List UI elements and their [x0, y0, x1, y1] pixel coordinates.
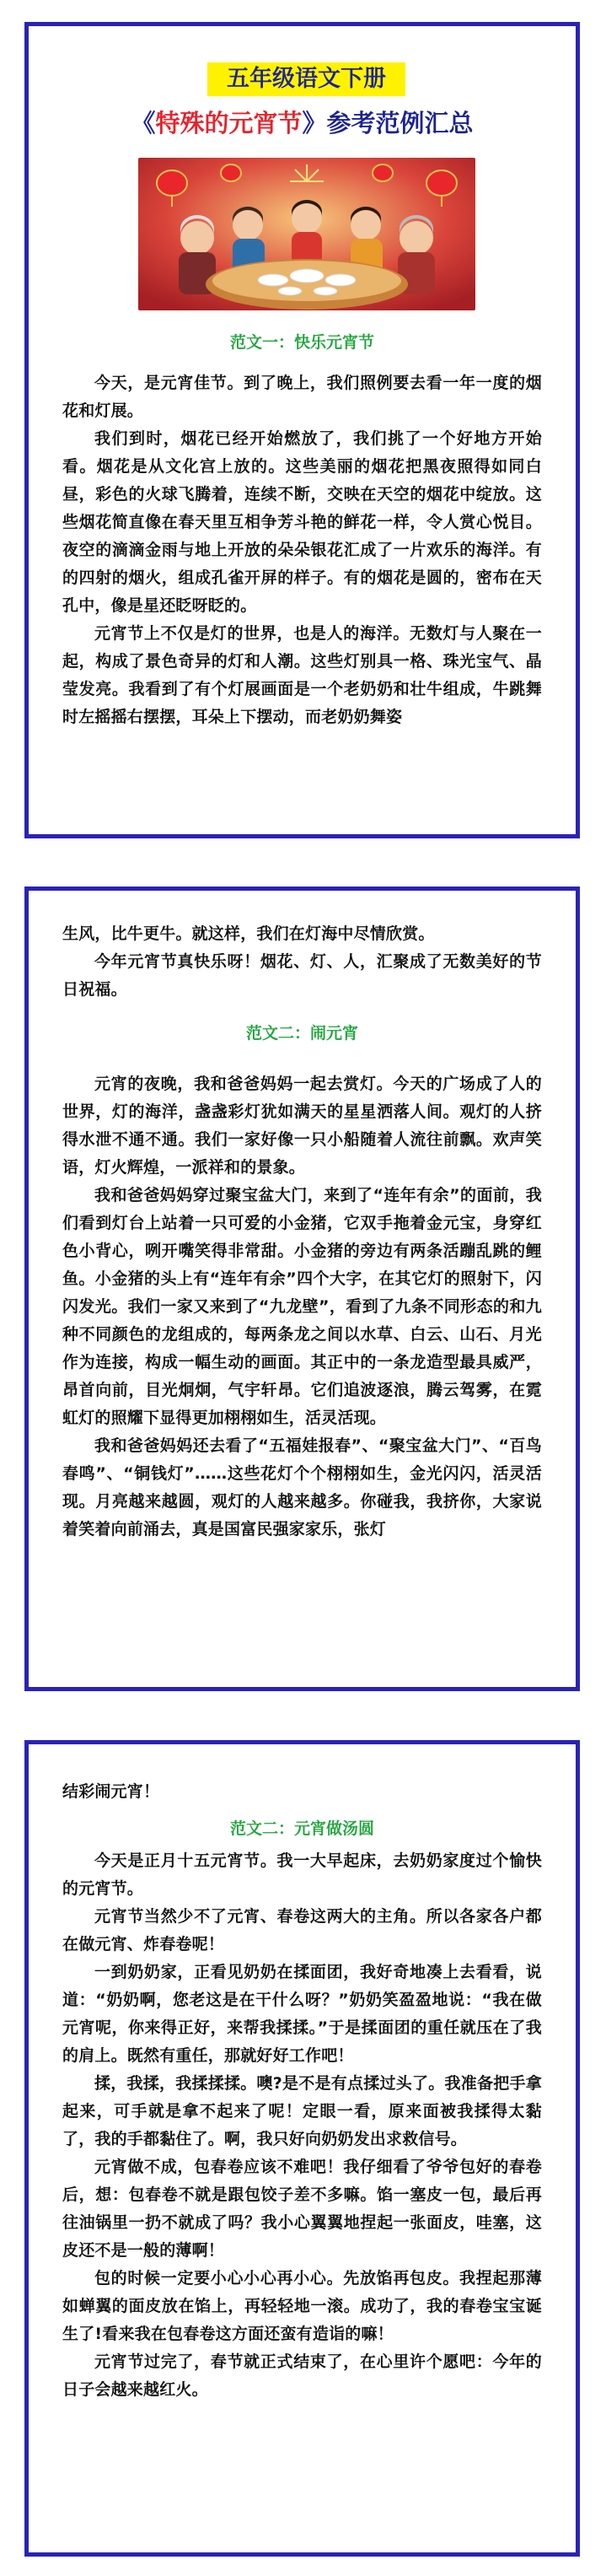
essay-2-paragraph: 元宵的夜晚，我和爸爸妈妈一起去赏灯。今天的广场成了人的世界，灯的海洋，盏盏彩灯犹如满天的星星洒落人间。观灯的人挤得水泄不通不通。我们一家好像一只小船随着人流往前飘。欢声笑语，灯火辉煌，一派祥和的景象。	[62, 1075, 542, 1177]
essay-1-paragraph: 今天，是元宵佳节。到了晚上，我们照例要去看一年一度的烟花和灯展。	[62, 374, 542, 420]
essay-1	[62, 330, 542, 731]
page-card-3	[24, 1740, 580, 2557]
essay-2-continuation: 结彩闹元宵！	[62, 1782, 160, 1801]
page-card-1	[24, 22, 580, 838]
doc-subtitle	[29, 106, 576, 140]
family-dinner-illustration	[138, 158, 475, 310]
page-card-2	[24, 887, 580, 1691]
essay-3-paragraph: 元宵节当然少不了元宵、春卷这两大的主角。所以各家各户都在做元宵、炸春卷呢！	[62, 1907, 542, 1954]
essay-1-title: 范文一：快乐元宵节	[229, 333, 374, 352]
essay-2-title: 范文二：闹元宵	[245, 1024, 358, 1043]
essay-1-paragraph: 我们到时，烟花已经开始燃放了，我们挑了一个好地方开始看。烟花是从文化宫上放的。这些美丽的烟花把黑夜照得如同白昼，彩色的火球飞腾着，连续不断，交映在天空的烟花中绽放。这些烟花简直像在春天里互相争芳斗艳的鲜花一样，令人赏心悦目。夜空的滴滴金雨与地上开放的朵朵银花汇成了一片欢乐的海洋。有的四射的烟火，组成孔雀开屏的样子。有的烟花是圆的，密布在天孔中，像是星还眨呀眨的。	[62, 429, 542, 615]
essay-3-paragraph: 元宵做不成，包春卷应该不难吧！我仔细看了爷爷包好的春卷后，想：包春卷不就是跟包饺子差不多嘛。馅一塞皮一包，最后再往油锅里一扔不就成了吗？我小心翼翼地捏起一张面皮，哇塞，这皮还不是一般的薄啊！	[62, 2158, 542, 2260]
essay-2-paragraph: 我和爸爸妈妈穿过聚宝盆大门，来到了“连年有余”的面前，我们看到灯台上站着一只可爱的小金猪，它双手拖着金元宝，身穿红色小背心，咧开嘴笑得非常甜。小金猪的旁边有两条活蹦乱跳的鲤鱼。小金猪的头上有“连年有余”四个大字，在其它灯的照射下，闪闪发光。我们一家又来到了“九龙壁”，看到了九条不同形态的和九种不同颜色的龙组成的，每两条龙之间以水草、白云、山石、月光作为连接，构成一幅生动的画面。其正中的一条龙造型最具威严，昂首向前，目光炯炯，气宇轩昂。它们追波逐浪，腾云驾雾，在霓虹灯的照耀下显得更加栩栩如生，活灵活现。	[62, 1186, 542, 1427]
essay-3-paragraph: 一到奶奶家，正看见奶奶在揉面团，我好奇地凑上去看看，说道：“奶奶啊，您老这是在干什么呀？”奶奶笑盈盈地说：“我在做元宵呢，你来得正好，来帮我揉揉。”于是揉面团的重任就压在了我的肩上。既然有重任，那就好好工作吧！	[62, 1963, 542, 2065]
essay-3-paragraph: 包的时候一定要小心小心再小心。先放馅再包皮。我捏起那薄如蝉翼的面皮放在馅上，再轻轻地一滚。成功了，我的春卷宝宝诞生了!看来我在包春卷这方面还蛮有造诣的嘛！	[62, 2269, 542, 2343]
page-3-content	[62, 1778, 542, 2404]
essay-2-paragraph: 我和爸爸妈妈还去看了“五福娃报春”、“聚宝盆大门”、“百鸟春鸣”、“铜钱灯”……这些花灯个个栩栩如生，金光闪闪，活灵活现。月亮越来越圆，观灯的人越来越多。你碰我，我挤你，大家说着笑着向前涌去，真是国富民强家家乐，张灯	[62, 1436, 542, 1539]
essay-1-continuation: 生风，比牛更牛。就这样，我们在灯海中尽情欣赏。	[62, 924, 435, 943]
essay-3-title: 范文二：元宵做汤圆	[229, 1819, 374, 1838]
essay-3-paragraph: 今天是正月十五元宵节。我一大早起床，去奶奶家度过个愉快的元宵节。	[62, 1851, 542, 1898]
essay-1-paragraph: 元宵节上不仅是灯的世界，也是人的海洋。无数灯与人聚在一起，构成了景色奇异的灯和人潮。这些灯别具一格、珠光宝气、晶莹发亮。我看到了有个灯展画面是一个老奶奶和壮牛组成，牛跳舞时左摇摇右摆摆，耳朵上下摆动，而老奶奶舞姿	[62, 624, 542, 726]
essay-3-paragraph: 揉，我揉，我揉揉揉。噢?是不是有点揉过头了。我准备把手拿起来，可手就是拿不起来了呢！定眼一看，原来面被我揉得太黏了，我的手都黏住了。啊，我只好向奶奶发出求救信号。	[62, 2074, 542, 2148]
subtitle-highlight: 特殊的元宵节	[155, 109, 303, 137]
doc-title: 五年级语文下册	[207, 62, 405, 96]
essay-1-paragraph: 今年元宵节真快乐呀！烟花、灯、人，汇聚成了无数美好的节日祝福。	[62, 952, 542, 999]
subtitle-open-bracket: 《	[131, 109, 156, 137]
subtitle-rest: 》参考范例汇总	[302, 109, 474, 137]
essay-3-paragraph: 元宵节过完了，春节就正式结束了，在心里许个愿吧：今年的日子会越来越红火。	[62, 2352, 542, 2399]
page-2-content	[62, 920, 542, 1544]
